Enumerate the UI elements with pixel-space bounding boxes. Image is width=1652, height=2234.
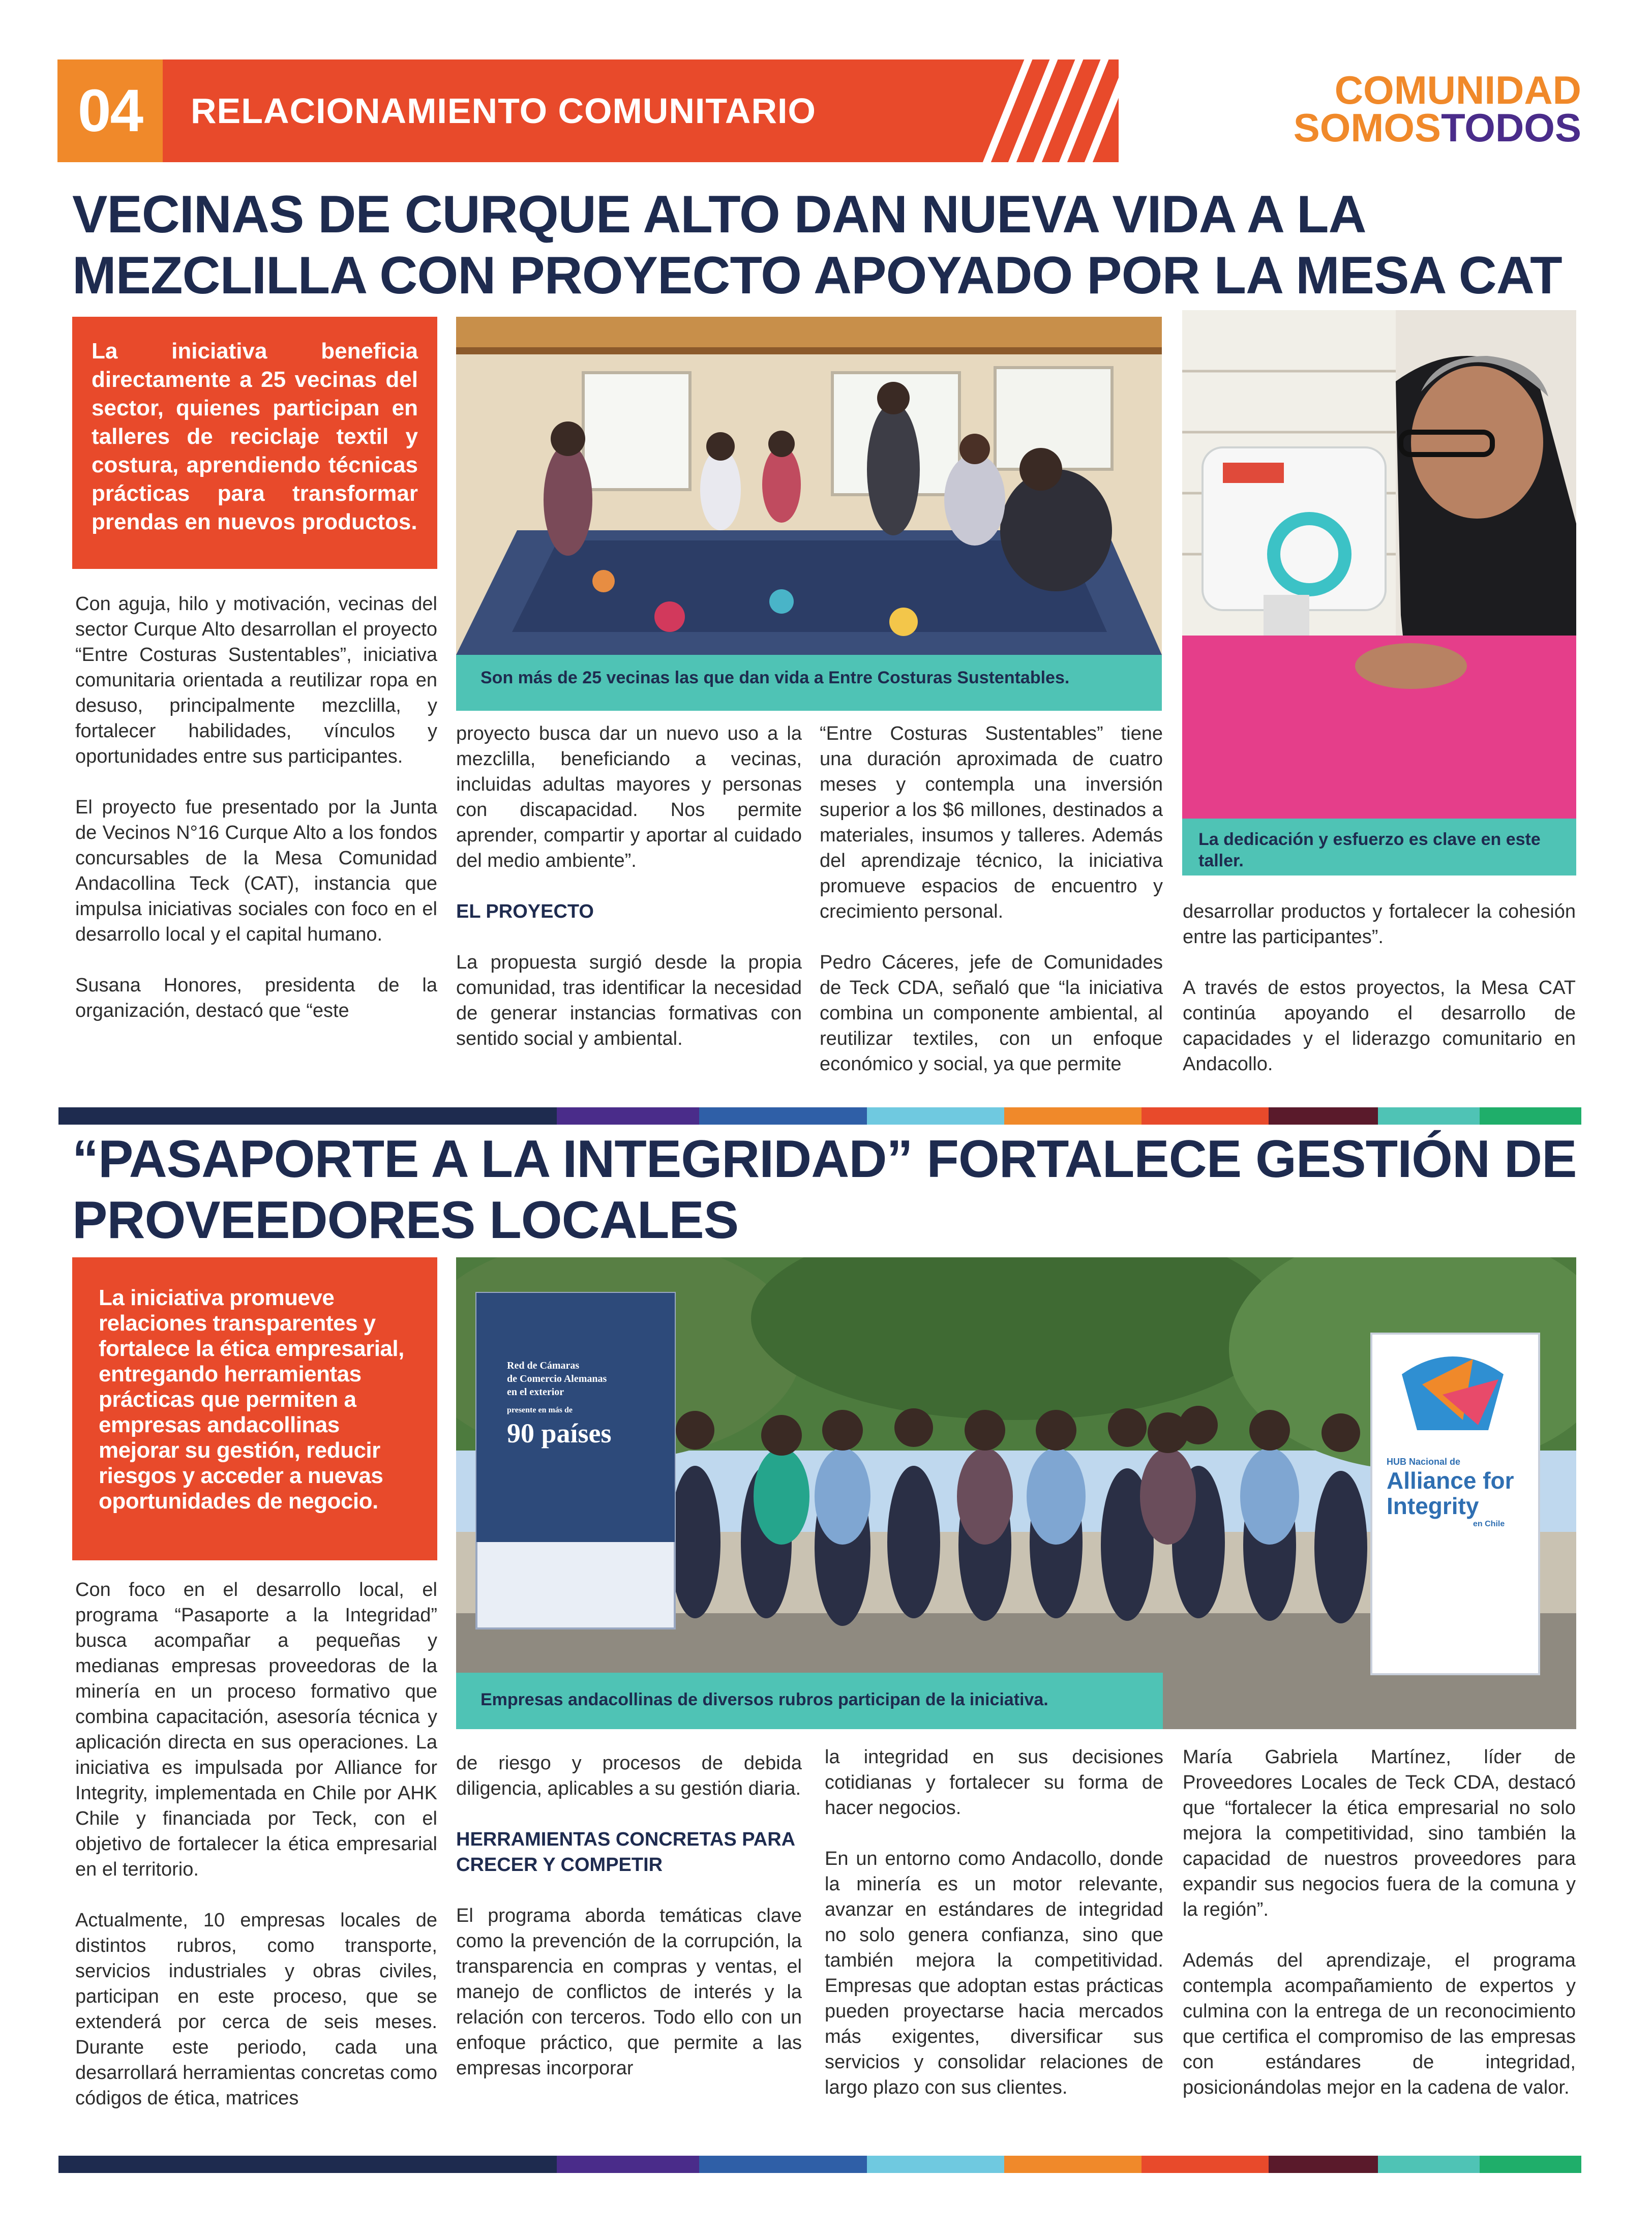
article2-title-line1: “PASAPORTE A LA INTEGRIDAD” FORTALECE GESTIÓN DE (72, 1130, 1577, 1189)
banner-right-line: HUB Nacional de (1387, 1457, 1461, 1467)
color-divider (58, 2156, 1591, 2173)
article2-col3-paragraph: la integridad en sus decisiones cotidianas y fortalecer su forma de hacer negocios. (825, 1746, 1163, 1819)
article2-column-1 (75, 1577, 437, 2136)
article1-col1-paragraph: El proyecto fue presentado por la Junta de Vecinos N°16 Curque Alto a los fondos concursables de la Mesa Comunidad Andacollina Teck (CAT), instancia que impulsa iniciativas sociales con foco en el desarrollo local y el capital humano. (75, 797, 437, 945)
article1-subhead: EL PROYECTO (456, 901, 594, 922)
banner-right-line: Integrity (1387, 1493, 1479, 1519)
brand-line1: COMUNIDAD (1334, 68, 1581, 112)
article2-col2-paragraph: El programa aborda temáticas clave como la prevención de la corrupción, la transparencia en compras y ventas, el manejo de conflictos de interés y la relación con terceros. Todo ello con un enfoque práctico, que permite a las empresas incorporar (456, 1905, 802, 2079)
article1-column-4 (1183, 899, 1576, 1102)
banner-left-line: de Comercio Alemanas (507, 1373, 607, 1384)
article1-title-line2: MEZCLILLA CON PROYECTO APOYADO POR LA MESA CAT (72, 246, 1562, 305)
banner-left (507, 1359, 670, 1450)
banner-left-line: en el exterior (507, 1386, 564, 1398)
article1-column-2 (456, 721, 802, 1077)
article1-col3-paragraph: “Entre Costuras Sustentables” tiene una duración aproximada de cuatro meses y contempla una inversión superior a los $6 millones, destinados a materiales, insumos y talleres. Además del aprendizaje técnico, la iniciativa promueve espacios de encuentro y crecimiento personal. (820, 723, 1163, 922)
banner-stripe (975, 59, 1036, 162)
article1-column-1 (75, 591, 437, 1049)
brand-line2b: TODOS (1441, 105, 1581, 150)
article1-col2-paragraph: proyecto busca dar un nuevo uso a la mezclilla, beneficiando a vecinas, incluidas adultas mayores y personas con discapacidad. Nos permite aprender, compartir y aportar al cuidado del medio ambiente”. (456, 723, 802, 871)
article2-callout: La iniciativa promueve relaciones transparentes y fortalece la ética empresarial, entregando herramientas prácticas que permiten a empresas andacollinas mejorar su gestión, reducir riesgos y acceder a nuevas oportunidades de negocio. (72, 1257, 437, 1560)
article2-column-3 (825, 1744, 1163, 2126)
seamstress-illustration (1182, 310, 1576, 819)
article1-col1-paragraph: Susana Honores, presidenta de la organización, destacó que “este (75, 975, 437, 1021)
color-divider (58, 1107, 1591, 1125)
article1-col4-paragraph: A través de estos proyectos, la Mesa CAT continúa apoyando el desarrollo de capacidades y el liderazgo comunitario en Andacollo. (1183, 977, 1576, 1075)
article2-title-line2: PROVEEDORES LOCALES (72, 1191, 739, 1250)
article1-photo-seamstress (1182, 310, 1576, 819)
article2-column-4 (1183, 1744, 1576, 2126)
article1-title (72, 184, 1562, 306)
article1-photo2-caption: La dedicación y esfuerzo es clave en este taller. (1182, 819, 1576, 876)
article2-col1-paragraph: Con foco en el desarrollo local, el programa “Pasaporte a la Integridad” busca acompañar a pequeñas y medianas empresas proveedoras de la minería en un proceso formativo que combina capacitación, asesoría técnica y aplicación directa en sus operaciones. La iniciativa es impulsada por Alliance for Integrity, implementada en Chile por AHK Chile y financiada por Teck, con el objetivo de fortalecer la ética empresarial en el territorio. (75, 1579, 437, 1880)
article2-col4-paragraph: María Gabriela Martínez, líder de Proveedores Locales de Teck CDA, destacó que “fortalecer la ética empresarial no solo mejora la competitividad, sino también la capacidad de nuestros proveedores para expandir sus negocios fuera de la comuna y la región”. (1183, 1746, 1576, 1920)
banner-right-line: Alliance for (1387, 1467, 1514, 1494)
banner-right-line: en Chile (1473, 1520, 1505, 1528)
article1-callout: La iniciativa beneficia directamente a 25 vecinas del sector, quienes participan en talleres de reciclaje textil y costura, aprendiendo técnicas prácticas para transformar prendas en nuevos productos. (72, 317, 437, 569)
article1-title-line1: VECINAS DE CURQUE ALTO DAN NUEVA VIDA A LA (72, 185, 1366, 244)
article1-col2-paragraph: La propuesta surgió desde la propia comunidad, tras identificar la necesidad de generar instancias formativas con sentido social y ambiental. (456, 952, 802, 1049)
section-title: RELACIONAMIENTO COMUNITARIO (191, 91, 816, 131)
article1-photo1-caption: Son más de 25 vecinas las que dan vida a Entre Costuras Sustentables. (456, 655, 1162, 711)
article2-col4-paragraph: Además del aprendizaje, el programa contempla acompañamiento de expertos y culmina con la entrega de un reconocimiento que certifica el compromiso de las empresas con estándares de integridad, posicionándolas mejor en la cadena de valor. (1183, 1950, 1576, 2098)
article2-photo-caption: Empresas andacollinas de diversos rubros participan de la iniciativa. (456, 1673, 1163, 1729)
article1-photo-workshop (456, 317, 1162, 655)
brand-line2a: SOMOS (1293, 105, 1441, 150)
section-number: 04 (57, 59, 163, 162)
article2-subhead: HERRAMIENTAS CONCRETAS PARA CRECER Y COMPETIR (456, 1829, 795, 1876)
workshop-illustration (456, 317, 1162, 655)
article1-col3-paragraph: Pedro Cáceres, jefe de Comunidades de Teck CDA, señaló que “la iniciativa combina un componente ambiental, al reutilizar textiles, con un enfoque económico y social, ya que permite (820, 952, 1163, 1075)
banner-left-line: presente en más de (507, 1406, 573, 1414)
banner-left-line: Red de Cámaras (507, 1360, 580, 1371)
article2-col3-paragraph: En un entorno como Andacollo, donde la minería es un motor relevante, avanzar en estándares de integridad no solo genera confianza, sino que también mejora la competitividad. Empresas que adoptan estas prácticas pueden proyectarse hacia mercados más exigentes, diversificar sus servicios y consolidar relaciones de largo plazo con sus clientes. (825, 1848, 1163, 2098)
section-banner (163, 59, 1119, 162)
article2-col2-paragraph: de riesgo y procesos de debida diligencia, aplicables a su gestión diaria. (456, 1753, 802, 1799)
brand-logo (1236, 68, 1581, 150)
article1-column-3 (820, 721, 1163, 1102)
article1-col4-paragraph: desarrollar productos y fortalecer la cohesión entre las participantes”. (1183, 901, 1576, 948)
article2-title (72, 1129, 1576, 1251)
article2-column-2 (456, 1750, 802, 2106)
banner-right (1387, 1456, 1534, 1530)
article2-photo-group (456, 1257, 1576, 1729)
article1-col1-paragraph: Con aguja, hilo y motivación, vecinas del sector Curque Alto desarrollan el proyecto “Entre Costuras Sustentables”, iniciativa comunitaria orientada a reutilizar ropa en desuso, principalmente mezclilla, y fortalecer habilidades, vínculos y oportunidades entre sus participantes. (75, 593, 437, 767)
banner-left-line: 90 países (507, 1418, 612, 1448)
article2-col1-paragraph: Actualmente, 10 empresas locales de distintos rubros, como transporte, servicios industriales y obras civiles, participan en este proceso, que se extenderá por cerca de seis meses. Durante este periodo, cada una desarrollará herramientas concretas como códigos de ética, matrices (75, 1910, 437, 2109)
